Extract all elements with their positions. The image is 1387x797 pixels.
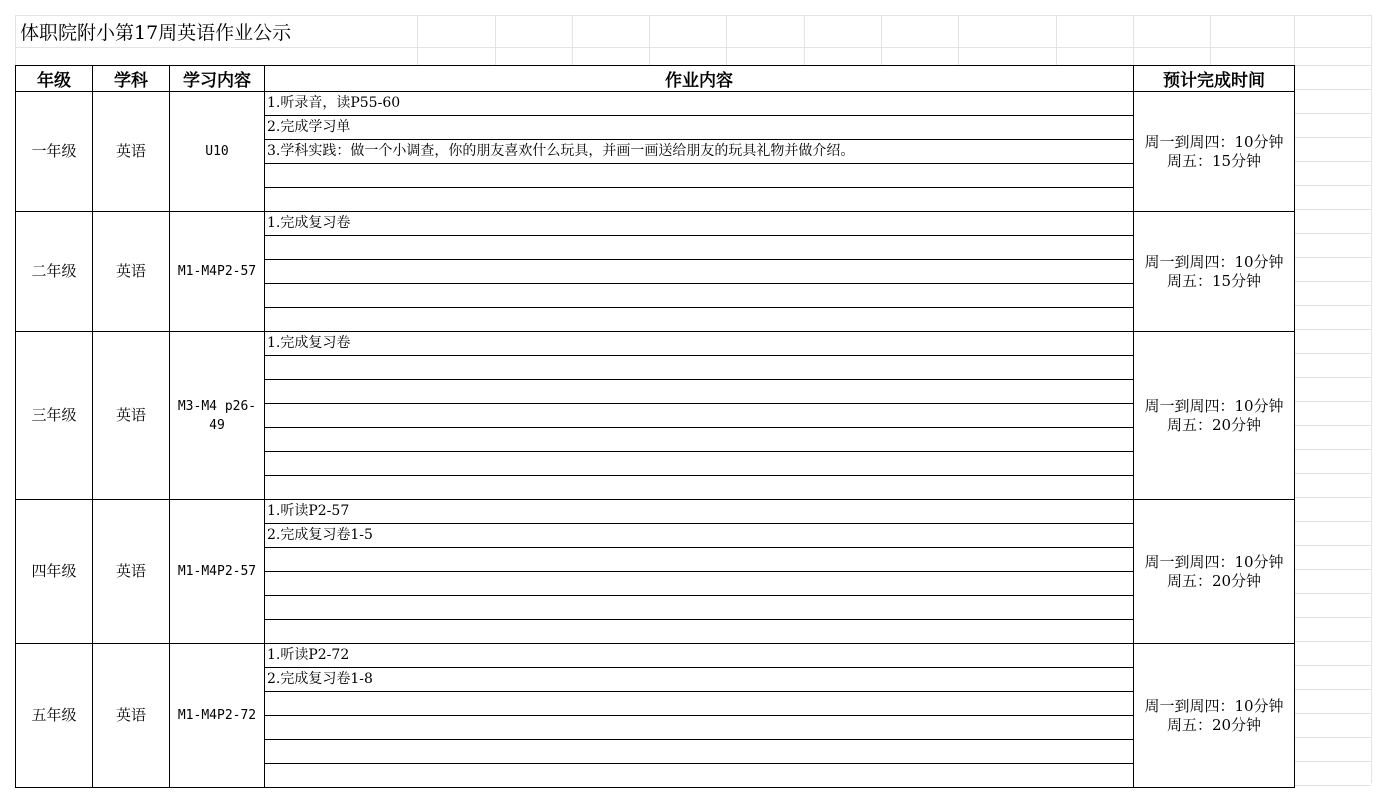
- task-cell[interactable]: 2.完成复习卷1-5: [265, 524, 1134, 548]
- grid-line: [1133, 15, 1134, 65]
- grid-line: [1294, 593, 1371, 594]
- task-cell[interactable]: [265, 764, 1134, 788]
- task-cell[interactable]: [265, 260, 1134, 284]
- grid-line: [1294, 473, 1371, 474]
- time-cell[interactable]: [1134, 500, 1295, 644]
- grid-line: [15, 15, 1371, 16]
- task-cell[interactable]: [265, 476, 1134, 500]
- grid-line: [1294, 353, 1371, 354]
- header-content[interactable]: 学习内容: [170, 66, 265, 92]
- task-cell[interactable]: [265, 404, 1134, 428]
- subject-cell[interactable]: 英语: [93, 92, 170, 212]
- time-cell[interactable]: [1134, 92, 1295, 212]
- grid-line: [495, 15, 496, 65]
- content-line: M3-M4 p26-: [177, 398, 257, 414]
- time-weekday: 周一到周四：10分钟: [1144, 252, 1284, 271]
- time-weekday: 周一到周四：10分钟: [1144, 696, 1284, 715]
- table-row: [16, 92, 1295, 116]
- grade-cell[interactable]: 二年级: [16, 212, 93, 332]
- grid-line: [1294, 185, 1371, 186]
- grid-line: [1294, 497, 1371, 498]
- task-cell[interactable]: [265, 692, 1134, 716]
- task-cell[interactable]: [265, 428, 1134, 452]
- grid-line: [1294, 137, 1371, 138]
- time-weekday: 周一到周四：10分钟: [1144, 396, 1284, 415]
- grid-line: [1294, 425, 1371, 426]
- grid-line: [726, 15, 727, 65]
- task-cell[interactable]: [265, 572, 1134, 596]
- content-cell[interactable]: M1-M4P2-57: [170, 500, 265, 644]
- grid-line: [1294, 521, 1371, 522]
- grid-line: [1294, 713, 1371, 714]
- task-cell[interactable]: [265, 308, 1134, 332]
- grid-line: [1294, 569, 1371, 570]
- task-cell[interactable]: [265, 620, 1134, 644]
- time-friday: 周五：20分钟: [1166, 715, 1262, 734]
- content-cell[interactable]: M1-M4P2-57: [170, 212, 265, 332]
- task-cell[interactable]: 1.听录音，读P55-60: [265, 92, 1134, 116]
- header-homework[interactable]: 作业内容: [265, 66, 1134, 92]
- grid-line: [1210, 15, 1211, 65]
- grid-line: [1371, 15, 1372, 783]
- subject-cell[interactable]: 英语: [93, 212, 170, 332]
- table-row: [16, 332, 1295, 356]
- grid-line: [958, 15, 959, 65]
- grade-cell[interactable]: 一年级: [16, 92, 93, 212]
- table-row: [16, 644, 1295, 668]
- time-cell[interactable]: [1134, 644, 1295, 788]
- grid-line: [881, 15, 882, 65]
- grid-line: [1294, 785, 1371, 786]
- content-cell[interactable]: M1-M4P2-72: [170, 644, 265, 788]
- task-cell[interactable]: [265, 452, 1134, 476]
- time-friday: 周五：15分钟: [1166, 271, 1262, 290]
- grid-line: [1294, 329, 1371, 330]
- task-cell[interactable]: [265, 740, 1134, 764]
- grid-line: [804, 15, 805, 65]
- table-row: [16, 212, 1295, 236]
- grid-line: [1294, 233, 1371, 234]
- grid-line: [1294, 617, 1371, 618]
- time-friday: 周五：20分钟: [1166, 571, 1262, 590]
- grid-line: [1294, 209, 1371, 210]
- grid-line: [1294, 545, 1371, 546]
- grid-line: [417, 15, 418, 65]
- grid-line: [1056, 15, 1057, 65]
- task-cell[interactable]: [265, 236, 1134, 260]
- grid-line: [1294, 377, 1371, 378]
- task-cell[interactable]: 1.听读P2-72: [265, 644, 1134, 668]
- grade-cell[interactable]: 四年级: [16, 500, 93, 644]
- grid-line: [1294, 665, 1371, 666]
- task-cell[interactable]: [265, 164, 1134, 188]
- grade-cell[interactable]: 五年级: [16, 644, 93, 788]
- task-cell[interactable]: [265, 716, 1134, 740]
- header-time[interactable]: 预计完成时间: [1134, 66, 1295, 92]
- grid-line: [1294, 65, 1371, 66]
- grid-line: [649, 15, 650, 65]
- grid-line: [15, 47, 1371, 48]
- header-row: [16, 66, 1295, 92]
- header-grade[interactable]: 年级: [16, 66, 93, 92]
- grid-line: [1294, 401, 1371, 402]
- task-cell[interactable]: [265, 548, 1134, 572]
- grade-cell[interactable]: 三年级: [16, 332, 93, 500]
- time-cell[interactable]: [1134, 212, 1295, 332]
- task-cell[interactable]: 2.完成学习单: [265, 116, 1134, 140]
- content-cell[interactable]: [170, 332, 265, 500]
- grid-line: [1294, 113, 1371, 114]
- time-cell[interactable]: [1134, 332, 1295, 500]
- grid-line: [1294, 737, 1371, 738]
- grid-line: [1294, 689, 1371, 690]
- subject-cell[interactable]: 英语: [93, 500, 170, 644]
- grid-line: [1294, 761, 1371, 762]
- grid-line: [1294, 305, 1371, 306]
- task-cell[interactable]: [265, 380, 1134, 404]
- subject-cell[interactable]: 英语: [93, 644, 170, 788]
- task-cell[interactable]: [265, 596, 1134, 620]
- content-line: 49: [209, 417, 225, 433]
- task-cell[interactable]: [265, 188, 1134, 212]
- header-subject[interactable]: 学科: [93, 66, 170, 92]
- task-cell[interactable]: [265, 356, 1134, 380]
- homework-table: [15, 65, 1295, 788]
- grid-line: [1294, 449, 1371, 450]
- task-cell[interactable]: 1.完成复习卷: [265, 332, 1134, 356]
- time-friday: 周五：15分钟: [1166, 151, 1262, 170]
- grid-line: [1294, 89, 1371, 90]
- table-row: [16, 500, 1295, 524]
- subject-cell[interactable]: 英语: [93, 332, 170, 500]
- task-cell[interactable]: 1.听读P2-57: [265, 500, 1134, 524]
- task-cell[interactable]: [265, 284, 1134, 308]
- grid-line: [1294, 257, 1371, 258]
- task-cell[interactable]: 3.学科实践：做一个小调查，你的朋友喜欢什么玩具，并画一画送给朋友的玩具礼物并做介绍。: [265, 140, 1134, 164]
- task-cell[interactable]: 2.完成复习卷1-8: [265, 668, 1134, 692]
- grid-line: [572, 15, 573, 65]
- grid-line: [1294, 641, 1371, 642]
- task-cell[interactable]: 1.完成复习卷: [265, 212, 1134, 236]
- sheet-title: 体职院附小第17周英语作业公示: [20, 22, 292, 44]
- grid-line: [1294, 281, 1371, 282]
- grid-line: [1294, 161, 1371, 162]
- time-friday: 周五：20分钟: [1166, 415, 1262, 434]
- content-cell[interactable]: U10: [170, 92, 265, 212]
- time-weekday: 周一到周四：10分钟: [1144, 552, 1284, 571]
- time-weekday: 周一到周四：10分钟: [1144, 132, 1284, 151]
